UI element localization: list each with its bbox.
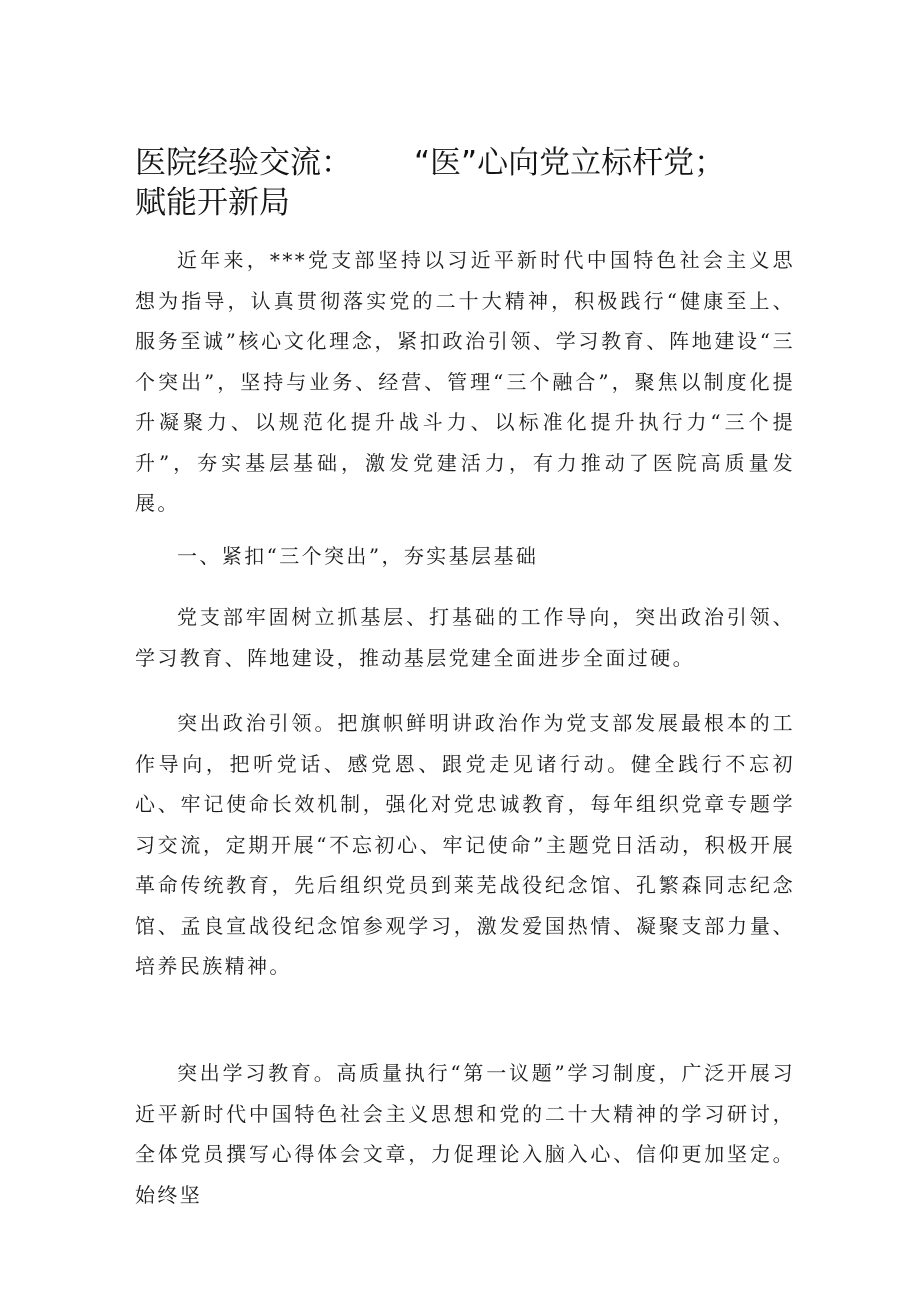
paragraph-learning-education: 突出学习教育。高质量执行“第一议题”学习制度，广泛开展习近平新时代中国特色社会主义思想和党的二十大精神的学习研讨，全体党员撰写心得体会文章，力促理论入脑入心、信仰更加坚定。始终坚 <box>135 1061 795 1207</box>
section-heading-1: 一、紧扣“三个突出”，夯实基层基础 <box>177 544 539 568</box>
title-line-1 <box>135 143 795 183</box>
paragraph-political-guidance: 突出政治引领。把旗帜鲜明讲政治作为党支部发展最根本的工作导向，把听党话、感党恩、跟党走见诸行动。健全践行不忘初心、牢记使命长效机制，强化对党忠诚教育，每年组织党章专题学习交流，定期开展“不忘初心、牢记使命”主题党日活动，积极开展革命传统教育，先后组织党员到莱芜战役纪念馆、孔繁森同志纪念馆、孟良宣战役纪念馆参观学习，激发爱国热情、凝聚支部力量、培养民族精神。 <box>135 711 795 978</box>
paragraph-intro: 近年来，***党支部坚持以习近平新时代中国特色社会主义思想为指导，认真贯彻落实党的二十大精神，积极践行“健康至上、服务至诚”核心文化理念，紧扣政治引领、学习教育、阵地建设“三个突出”，坚持与业务、经营、管理“三个融合”，聚焦以制度化提升凝聚力、以规范化提升战斗力、以标准化提升执行力“三个提升”，夯实基层基础，激发党建活力，有力推动了医院高质量发展。 <box>135 248 795 515</box>
title-prefix: 医院经验交流： <box>135 145 352 181</box>
title-main: “医”心向党立标杆党； <box>414 145 726 181</box>
document-title <box>135 143 795 223</box>
paragraph-section-1-intro: 党支部牢固树立抓基层、打基础的工作导向，突出政治引领、学习教育、阵地建设，推动基层党建全面进步全面过硬。 <box>135 605 795 670</box>
title-line-2: 赋能开新局 <box>135 185 290 221</box>
